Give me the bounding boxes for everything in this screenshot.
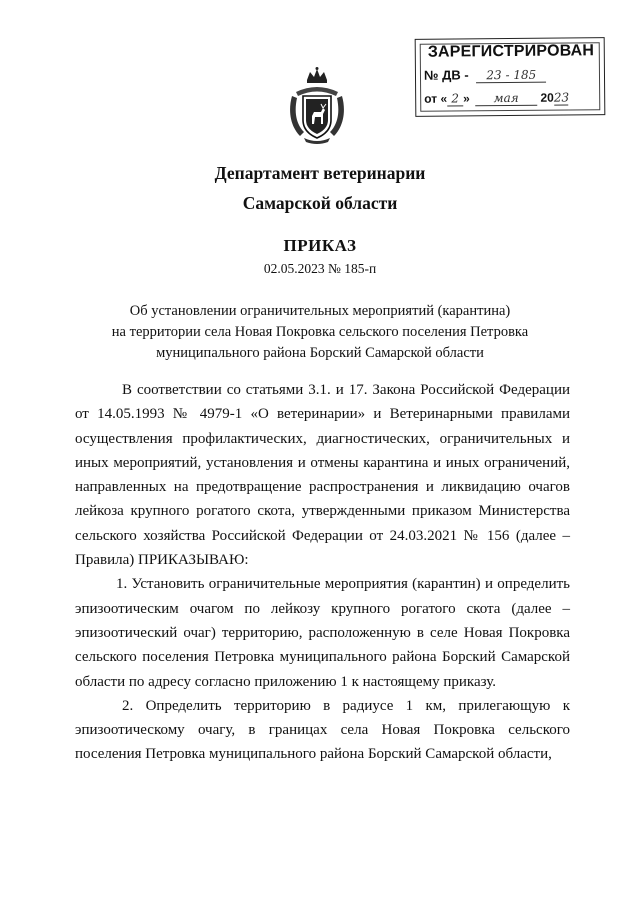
stamp-number-value: 23 - 185 (476, 68, 546, 84)
stamp-day: 2 (447, 91, 463, 106)
stamp-month: мая (475, 91, 537, 107)
registration-stamp (415, 37, 606, 117)
coat-of-arms-icon (286, 66, 348, 146)
preamble-paragraph: В соответствии со статьями 3.1. и 17. Закона Российской Федерации от 14.05.1993 № 4979-1 «О ветеринарии» и Ветеринарными правилами осуществления профилактических, диагностических, ограничительных и иных мероприятий, установления и отмены карантина и иных ограничений, направленных на предотвращение распространения и ликвидацию очагов лейкоза крупного рогатого скота, утвержденными приказом Министерства сельского хозяйства Российской Федерации от 24.03.2021 № 156 (далее – Правила) ПРИКАЗЫВАЮ: (75, 382, 570, 569)
order-item-2: 2. Определить территорию в радиусе 1 км, прилегающую к эпизоотическому очагу, в границах села Новая Покровка сельского поселения Петровка муниципального района Борский Самарской области, (75, 697, 570, 763)
stamp-year-suffix: 23 (553, 90, 570, 105)
stamp-date-row (424, 90, 568, 106)
subject-line: муниципального района Борский Самарской области (156, 345, 484, 361)
stamp-date-prefix: от « (424, 91, 448, 106)
order-subject (0, 301, 640, 364)
stamp-title: ЗАРЕГИСТРИРОВАН (427, 42, 595, 61)
subject-line: на территории села Новая Покровка сельского поселения Петровка (111, 324, 529, 340)
order-date-number: 02.05.2023 № 185-п (263, 261, 377, 276)
stamp-number-row (424, 67, 546, 84)
document-type-title: ПРИКАЗ (283, 236, 357, 255)
stamp-number-label: № ДВ - (423, 67, 469, 83)
stamp-year-prefix: 20 (540, 90, 554, 105)
stamp-date-mid: » (463, 91, 470, 106)
department-name-line2: Самарской области (242, 193, 398, 213)
department-name-line1: Департамент ветеринарии (214, 163, 426, 183)
subject-line: Об установлении ограничительных мероприятий (карантина) (129, 303, 511, 319)
document-body (75, 378, 570, 767)
order-item-1: 1. Установить ограничительные мероприятия (карантин) и определить эпизоотическим очагом по лейкозу крупного рогатого скота (далее – эпизоотический очаг) территорию, расположенную в селе Новая Покровка сельского поселения Петровка муниципального района Борский Самарской области по адресу согласно приложению 1 к настоящему приказу. (75, 576, 570, 690)
